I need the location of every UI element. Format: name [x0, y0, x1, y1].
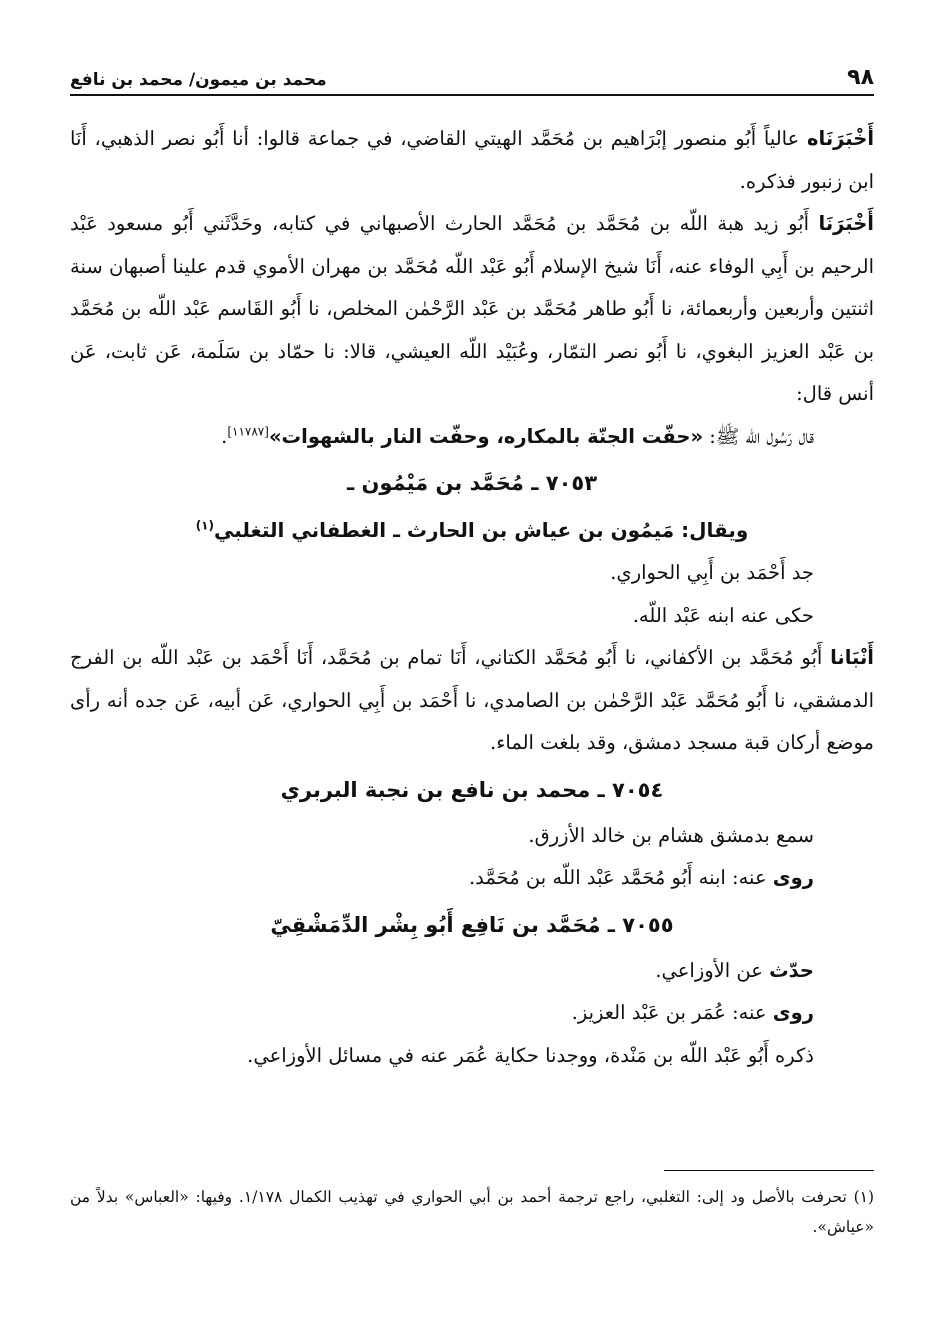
footnote [70, 1182, 874, 1242]
hadith-line [70, 416, 874, 459]
footnote-marker: (١) [195, 518, 214, 533]
entry-7053-paragraph [70, 637, 874, 765]
entry-7053-subtitle [70, 508, 874, 552]
entry-7053-paragraph-lead: أَنْبَانا [830, 646, 874, 669]
entry-7055-title: ٧٠٥٥ ـ مُحَمَّد بن نَافِع أَبُو بِشْر الدِّمَشْقِيّ [270, 912, 674, 937]
paragraph-1-lead: أَخْبَرَنَاه [807, 127, 874, 150]
running-header-title: محمد بن ميمون/ محمد بن نافع [70, 70, 327, 90]
main-text [70, 118, 874, 1077]
entry-7055-line-1-lead: حدّث [769, 958, 814, 982]
paragraph-2-text: أَبُو زيد هبة اللّه بن مُحَمَّد بن مُحَمَّد الحارث الأصبهاني في كتابه، وحَدَّثَني أَبُو مسعود عَبْد الرحيم بن أَبِي الوفاء عنه، أَنَا شيخ الإسلام أَبُو عَبْد اللّه مُحَمَّد بن مهران الأموي قدم علينا أصبهان سنة اثنتين وأربعين وأربعمائة، نا أَبُو طاهر مُحَمَّد بن عَبْد الرَّحْمٰن المخلص، نا أَبُو القَاسم عَبْد اللّه بن مُحَمَّد بن عَبْد العزيز البغوي، نا أَبُو نصر التمّار، وعُبَيْد اللّه العيشي، قالا: نا حمّاد بن سَلَمة، عَن ثابت، عَن أنس قال: [70, 212, 874, 405]
entry-7055-line-2-lead: روى [772, 1001, 814, 1024]
hadith-prefix: قال رَسُول الله ﷺ: [703, 424, 814, 448]
paragraph-2-lead: أَخْبَرَنَا [818, 212, 874, 235]
running-header [70, 56, 874, 96]
entry-7054-line-2 [70, 857, 874, 900]
entry-7053-subtitle-text: ويقال: مَيمُون بن عياش بن الحارث ـ الغطفاني التغلبي [213, 518, 749, 542]
hadith-quote: «حفّت الجنّة بالمكاره، وحفّت النار بالشهوات» [268, 424, 704, 448]
footnote-number: (١) [853, 1188, 875, 1206]
entry-7055-line-1-text: عن الأوزاعي. [655, 958, 770, 982]
entry-7053-line-1: جد أَحْمَد بن أَبِي الحواري. [610, 561, 814, 584]
footnote-divider [664, 1170, 874, 1171]
entry-7053-paragraph-text: أَبُو مُحَمَّد بن الأكفاني، نا أَبُو مُحَمَّد الكتاني، أَنَا تمام بن مُحَمَّد، أَنَا أَحْمَد بن عَبْد اللّه بن الفرج الدمشقي، نا أَبُو مُحَمَّد عَبْد الرَّحْمٰن بن الصامدي، نا أَحْمَد بن أَبِي الحواري، عَن أبيه، عَن جده أنه رأى موضع أركان قبة مسجد دمشق، وقد بلغت الماء. [70, 646, 874, 754]
entry-7053-line-2: حكى عنه ابنه عَبْد اللّه. [632, 603, 814, 627]
entry-7054-line-1: سمع بدمشق هشام بن خالد الأزرق. [528, 823, 814, 847]
entry-7053-title: ٧٠٥٣ ـ مُحَمَّد بن مَيْمُون ـ [346, 471, 598, 495]
entry-7054-line-2-lead: روى [772, 866, 814, 889]
entry-7054-line-2-text: عنه: ابنه أَبُو مُحَمَّد عَبْد اللّه بن مُحَمَّد. [468, 866, 773, 889]
paragraph-1 [70, 118, 874, 203]
page-number: ٩٨ [847, 65, 874, 90]
entry-7055-line-1 [70, 950, 874, 993]
hadith-reference: [١١٧٨٧] [227, 424, 269, 438]
paragraph-2 [70, 203, 874, 416]
entry-7055-line-2 [70, 992, 874, 1035]
entry-7054-title: ٧٠٥٤ ـ محمد بن نافع بن نجبة البربري [280, 777, 664, 802]
paragraph-1-text: عالياً أَبُو منصور إبْرَاهيم بن مُحَمَّد الهيتي القاضي، في جماعة قالوا: أنا أَبُو نصر الذهبي، أَنَا ابن زنبور فذكره. [70, 127, 874, 193]
entry-7055-line-3: ذكره أَبُو عَبْد اللّه بن مَنْدة، ووجدنا حكاية عُمَر عنه في مسائل الأوزاعي. [247, 1043, 814, 1067]
entry-7055-line-2-text: عنه: عُمَر بن عَبْد العزيز. [571, 1001, 773, 1024]
hadith-end: . [221, 424, 228, 448]
footnote-text: تحرفت بالأصل ود إلى: التغلبي، راجع ترجمة أحمد بن أبي الحواري في تهذيب الكمال ١/١٧٨. وفيها: «العباس» بدلاً من «عياش». [70, 1188, 874, 1236]
